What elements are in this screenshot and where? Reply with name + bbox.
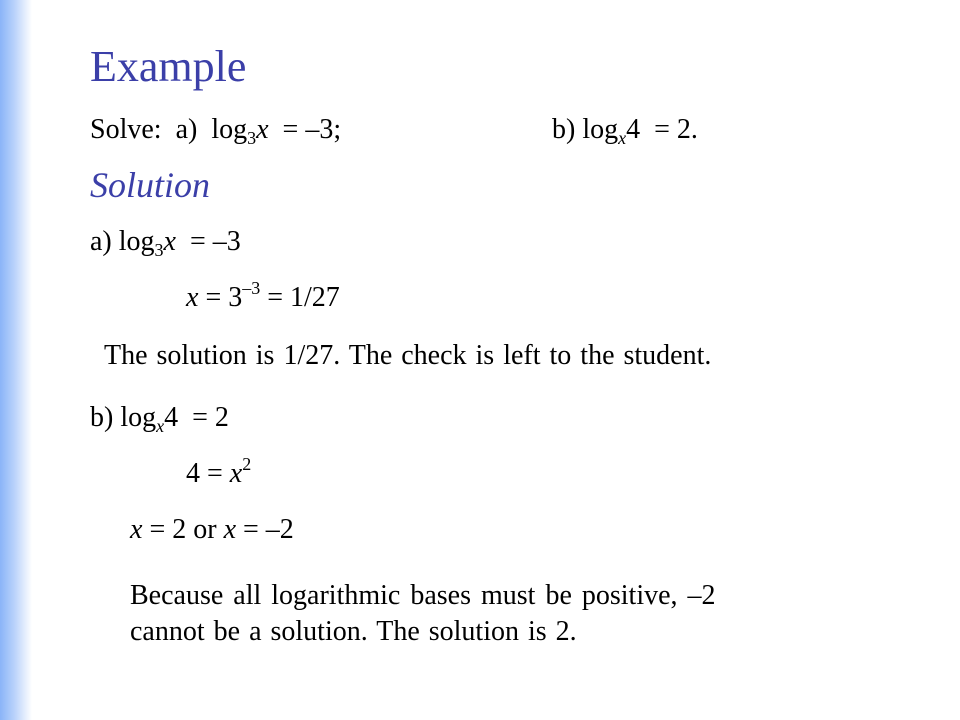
sol-b-step1-lhs: 4 = <box>186 458 223 489</box>
part-b-equation <box>90 402 229 436</box>
sol-a-step-result: = 1/27 <box>267 282 340 313</box>
sol-a-rhs: = –3 <box>189 226 241 257</box>
sol-b-step1-exp: 2 <box>242 454 252 474</box>
sol-a-step-var: x <box>186 282 199 313</box>
slide-title: Example <box>90 42 247 91</box>
sol-b-arg: 4 <box>164 402 179 433</box>
sol-a-base: 3 <box>154 240 164 260</box>
problem-part-b-arg: 4 <box>626 114 641 145</box>
part-a-conclusion: The solution is 1/27. The check is left to the student. <box>104 340 712 371</box>
part-a-arg: x <box>256 114 269 145</box>
problem-part-b-label: b) <box>552 114 576 145</box>
part-b-step2 <box>130 516 294 544</box>
problem-part-b-rhs: = 2. <box>654 114 698 145</box>
solve-prefix: Solve: <box>90 114 162 145</box>
part-a-equation <box>90 226 241 260</box>
part-a-log: log <box>211 114 248 145</box>
part-b-conclusion <box>130 578 890 650</box>
sol-b-base: x <box>156 416 165 436</box>
sol-b-step1-var: x <box>229 458 243 489</box>
problem-part-b-base: x <box>618 128 627 148</box>
part-a-step <box>186 278 340 313</box>
left-gradient-bar <box>0 0 32 720</box>
sol-a-step-eq: = 3 <box>205 282 243 313</box>
part-b-conclusion-line1: Because all logarithmic bases must be positive, –2 <box>130 580 716 611</box>
part-a-base: 3 <box>247 128 257 148</box>
sol-b-step2-mid: = 2 or <box>149 514 217 545</box>
sol-b-rhs: = 2 <box>192 402 229 433</box>
part-b-step1 <box>186 454 252 489</box>
sol-a-arg: x <box>163 226 176 257</box>
sol-a-label: a) <box>90 226 112 257</box>
sol-b-step2-end: = –2 <box>243 514 294 545</box>
part-a-label: a) <box>175 114 198 145</box>
sol-b-step2-var1: x <box>130 514 143 545</box>
sol-a-step-exp: –3 <box>242 278 261 298</box>
sol-b-log: log <box>120 402 157 433</box>
problem-part-b <box>552 114 698 148</box>
sol-b-label: b) <box>90 402 114 433</box>
part-a-rhs: = –3; <box>282 114 342 145</box>
sol-a-log: log <box>118 226 155 257</box>
problem-statement <box>90 114 342 148</box>
part-b-conclusion-line2: cannot be a solution. The solution is 2. <box>130 616 577 647</box>
sol-b-step2-var2: x <box>223 514 236 545</box>
solution-heading: Solution <box>90 165 211 205</box>
problem-part-b-log: log <box>582 114 619 145</box>
